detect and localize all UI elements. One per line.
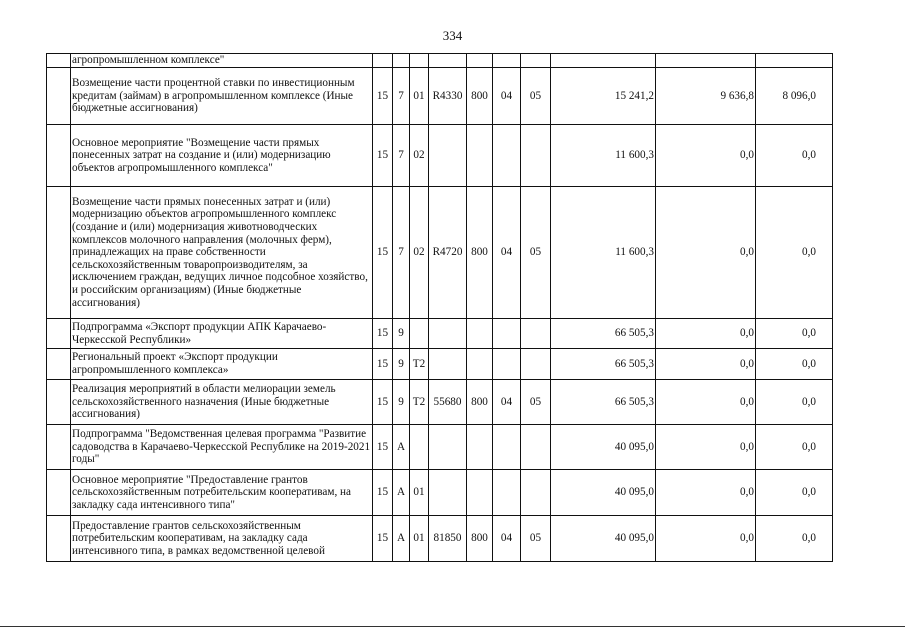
row-marker-cell xyxy=(47,187,71,319)
amount-year-1-cell: 40 095,0 xyxy=(551,516,656,562)
expense-type-cell xyxy=(467,319,493,349)
program-code-cell: 9 xyxy=(393,349,410,380)
table-row xyxy=(47,516,833,562)
event-code-cell: T2 xyxy=(410,349,429,380)
program-code-cell: A xyxy=(393,470,410,516)
subsection-code-cell: 05 xyxy=(521,68,551,125)
event-code-cell xyxy=(410,425,429,470)
ministry-code-cell: 15 xyxy=(373,68,393,125)
amount-year-1-cell: 66 505,3 xyxy=(551,380,656,425)
amount-year-1-cell xyxy=(551,54,656,68)
program-code-cell: 7 xyxy=(393,68,410,125)
row-name-cell: Региональный проект «Экспорт продукции агропромышленного комплекса» xyxy=(71,349,373,380)
direction-code-cell xyxy=(429,349,467,380)
subsection-code-cell xyxy=(521,125,551,187)
row-marker-cell xyxy=(47,349,71,380)
amount-year-1-cell: 11 600,3 xyxy=(551,187,656,319)
expense-type-cell: 800 xyxy=(467,516,493,562)
direction-code-cell xyxy=(429,125,467,187)
subsection-code-cell xyxy=(521,319,551,349)
expense-type-cell: 800 xyxy=(467,380,493,425)
ministry-code-cell: 15 xyxy=(373,125,393,187)
amount-year-2-cell: 0,0 xyxy=(656,319,756,349)
direction-code-cell xyxy=(429,54,467,68)
row-name-cell: Возмещение части прямых понесенных затрат и (или) модернизацию объектов агропромышленного комплекс (создание и (или) модернизация животноводческих комплексов молочного направления (молочных ферм), принадлежащих на праве собственности сельскохозяйственным товаропроизводителям, за исключением граждан, ведущих личное подсобное хозяйство, и российским организациям) (Иные бюджетные ассигнования) xyxy=(71,187,373,319)
expense-type-cell xyxy=(467,54,493,68)
amount-year-1-cell: 66 505,3 xyxy=(551,349,656,380)
amount-year-2-cell: 0,0 xyxy=(656,380,756,425)
subsection-code-cell: 05 xyxy=(521,187,551,319)
amount-year-3-cell: 0,0 xyxy=(756,349,833,380)
expense-type-cell xyxy=(467,125,493,187)
amount-year-1-cell: 66 505,3 xyxy=(551,319,656,349)
table-row xyxy=(47,349,833,380)
ministry-code-cell: 15 xyxy=(373,516,393,562)
section-code-cell xyxy=(493,349,521,380)
expense-type-cell: 800 xyxy=(467,187,493,319)
row-name-cell: Предоставление грантов сельскохозяйственным потребительским кооперативам, на закладку сада интенсивного типа, в рамках ведомственной целевой xyxy=(71,516,373,562)
amount-year-3-cell: 0,0 xyxy=(756,125,833,187)
ministry-code-cell: 15 xyxy=(373,470,393,516)
row-name-cell: Основное мероприятие "Возмещение части прямых понесенных затрат на создание и (или) модернизацию объектов агропромышленного комплекса" xyxy=(71,125,373,187)
row-name-cell: Основное мероприятие "Предоставление грантов сельскохозяйственным потребительским кооперативам, на закладку сада интенсивного типа" xyxy=(71,470,373,516)
section-code-cell: 04 xyxy=(493,516,521,562)
expense-type-cell xyxy=(467,470,493,516)
table-row xyxy=(47,125,833,187)
amount-year-1-cell: 15 241,2 xyxy=(551,68,656,125)
direction-code-cell xyxy=(429,319,467,349)
section-code-cell xyxy=(493,470,521,516)
direction-code-cell: R4720 xyxy=(429,187,467,319)
amount-year-3-cell xyxy=(756,54,833,68)
table-row xyxy=(47,68,833,125)
event-code-cell: T2 xyxy=(410,380,429,425)
program-code-cell xyxy=(393,54,410,68)
amount-year-2-cell: 0,0 xyxy=(656,470,756,516)
table-row xyxy=(47,470,833,516)
subsection-code-cell xyxy=(521,54,551,68)
event-code-cell: 02 xyxy=(410,187,429,319)
expense-type-cell xyxy=(467,425,493,470)
amount-year-1-cell: 40 095,0 xyxy=(551,470,656,516)
row-marker-cell xyxy=(47,319,71,349)
section-code-cell xyxy=(493,425,521,470)
direction-code-cell xyxy=(429,425,467,470)
row-marker-cell xyxy=(47,54,71,68)
amount-year-3-cell: 0,0 xyxy=(756,187,833,319)
section-code-cell xyxy=(493,125,521,187)
amount-year-3-cell: 8 096,0 xyxy=(756,68,833,125)
ministry-code-cell: 15 xyxy=(373,187,393,319)
amount-year-2-cell: 9 636,8 xyxy=(656,68,756,125)
table-row xyxy=(47,425,833,470)
amount-year-2-cell: 0,0 xyxy=(656,349,756,380)
row-name-cell: Подпрограмма «Экспорт продукции АПК Карачаево-Черкесской Республики» xyxy=(71,319,373,349)
amount-year-2-cell: 0,0 xyxy=(656,425,756,470)
section-code-cell xyxy=(493,319,521,349)
amount-year-3-cell: 0,0 xyxy=(756,470,833,516)
subsection-code-cell: 05 xyxy=(521,516,551,562)
ministry-code-cell xyxy=(373,54,393,68)
subsection-code-cell xyxy=(521,425,551,470)
event-code-cell: 01 xyxy=(410,516,429,562)
page-number: 334 xyxy=(442,28,463,43)
amount-year-3-cell: 0,0 xyxy=(756,380,833,425)
amount-year-2-cell: 0,0 xyxy=(656,187,756,319)
direction-code-cell: 81850 xyxy=(429,516,467,562)
table-row xyxy=(47,187,833,319)
row-marker-cell xyxy=(47,516,71,562)
table-row xyxy=(47,54,833,68)
subsection-code-cell xyxy=(521,470,551,516)
row-marker-cell xyxy=(47,425,71,470)
budget-table xyxy=(46,53,833,562)
row-marker-cell xyxy=(47,470,71,516)
event-code-cell: 01 xyxy=(410,68,429,125)
page-bottom-rule xyxy=(0,626,905,627)
event-code-cell xyxy=(410,319,429,349)
expense-type-cell: 800 xyxy=(467,68,493,125)
row-name-cell: агропромышленном комплексе" xyxy=(71,54,373,68)
row-marker-cell xyxy=(47,380,71,425)
program-code-cell: 9 xyxy=(393,380,410,425)
section-code-cell: 04 xyxy=(493,187,521,319)
row-name-cell: Возмещение части процентной ставки по инвестиционным кредитам (займам) в агропромышленном комплексе (Иные бюджетные ассигнования) xyxy=(71,68,373,125)
ministry-code-cell: 15 xyxy=(373,349,393,380)
section-code-cell xyxy=(493,54,521,68)
program-code-cell: A xyxy=(393,516,410,562)
amount-year-2-cell: 0,0 xyxy=(656,516,756,562)
ministry-code-cell: 15 xyxy=(373,319,393,349)
direction-code-cell: 55680 xyxy=(429,380,467,425)
row-name-cell: Реализация мероприятий в области мелиорации земель сельскохозяйственного назначения (Иные бюджетные ассигнования) xyxy=(71,380,373,425)
program-code-cell: 7 xyxy=(393,125,410,187)
amount-year-3-cell: 0,0 xyxy=(756,425,833,470)
amount-year-1-cell: 40 095,0 xyxy=(551,425,656,470)
direction-code-cell xyxy=(429,470,467,516)
event-code-cell: 02 xyxy=(410,125,429,187)
program-code-cell: 7 xyxy=(393,187,410,319)
ministry-code-cell: 15 xyxy=(373,380,393,425)
section-code-cell: 04 xyxy=(493,68,521,125)
program-code-cell: A xyxy=(393,425,410,470)
amount-year-2-cell: 0,0 xyxy=(656,125,756,187)
table-row xyxy=(47,380,833,425)
row-marker-cell xyxy=(47,68,71,125)
program-code-cell: 9 xyxy=(393,319,410,349)
section-code-cell: 04 xyxy=(493,380,521,425)
amount-year-3-cell: 0,0 xyxy=(756,516,833,562)
ministry-code-cell: 15 xyxy=(373,425,393,470)
direction-code-cell: R4330 xyxy=(429,68,467,125)
subsection-code-cell: 05 xyxy=(521,380,551,425)
expense-type-cell xyxy=(467,349,493,380)
amount-year-3-cell: 0,0 xyxy=(756,319,833,349)
amount-year-1-cell: 11 600,3 xyxy=(551,125,656,187)
event-code-cell xyxy=(410,54,429,68)
table-row xyxy=(47,319,833,349)
subsection-code-cell xyxy=(521,349,551,380)
amount-year-2-cell xyxy=(656,54,756,68)
event-code-cell: 01 xyxy=(410,470,429,516)
row-marker-cell xyxy=(47,125,71,187)
row-name-cell: Подпрограмма "Ведомственная целевая программа "Развитие садоводства в Карачаево-Черкесской Республике на 2019-2021 годы" xyxy=(71,425,373,470)
